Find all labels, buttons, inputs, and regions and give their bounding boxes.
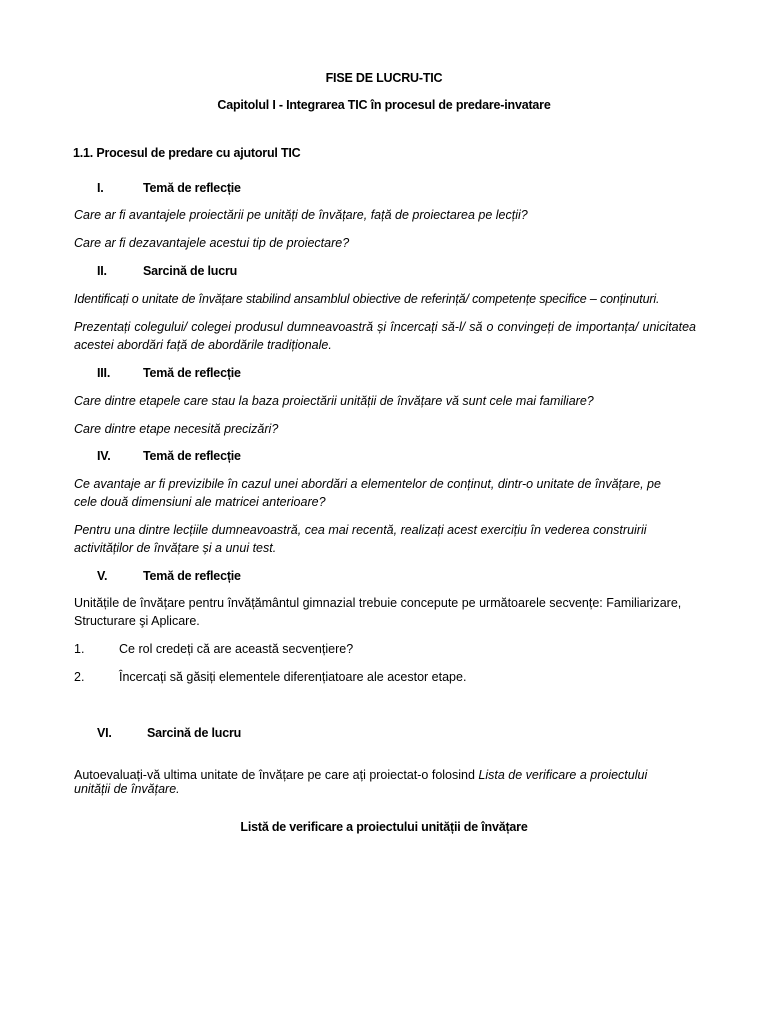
list-number: 1. [74,642,85,656]
body-text: Structurare şi Aplicare. [74,614,200,628]
checklist-heading: Listă de verificare a proiectului unității de învățare [240,820,528,834]
question-text: Care dintre etape necesită precizări? [74,422,279,436]
question-text: Care ar fi avantajele proiectării pe unități de învățare, față de proiectarea pe lecții? [74,208,528,222]
heading-number: V. [97,569,108,583]
section-heading: 1.1. Procesul de predare cu ajutorul TIC [73,146,301,160]
heading-number: III. [97,366,111,380]
heading-text: Sarcină de lucru [147,726,242,740]
question-text: Care dintre etapele care stau la baza proiectării unității de învățare vă sunt cele mai familiare? [74,394,594,408]
body-text-italic: unității de învățare. [74,782,180,796]
chapter-heading: Capitolul I - Integrarea TIC în procesul de predare-invatare [217,98,551,112]
heading-text: Temă de reflecție [143,181,241,195]
body-text-normal: Autoevaluați-vă ultima unitate de învățare pe care ați proiectat-o folosind [74,768,479,782]
body-text: Unitățile de învățare pentru învățământul gimnazial trebuie concepute pe următoarele secvențe: Familiarizare, [74,596,682,610]
heading-text: Temă de reflecție [143,569,241,583]
task-text: Prezentați colegului/ colegei produsul dumneavoastră și încercați să-l/ să o convingeți de importanța/ unicitatea acestei abordări față de abordările tradiționale. [74,320,696,352]
heading-number: IV. [97,449,111,463]
heading-number: I. [97,181,104,195]
question-text: Pentru una dintre lecțiile dumneavoastră, cea mai recentă, realizați acest exercițiu în vederea construirii [74,523,647,537]
task-text: Identificați o unitate de învățare stabilind ansamblul obiective de referință/ competențe specifice – conținuturi. [74,292,660,306]
list-item: Ce rol credeți că are această secvențiere? [119,642,354,656]
question-text: cele două dimensiuni ale matricei anterioare? [74,495,326,509]
question-text: Care ar fi dezavantajele acestui tip de proiectare? [74,236,350,250]
document-title: FISE DE LUCRU-TIC [325,71,443,85]
heading-text: Temă de reflecție [143,449,241,463]
heading-text: Sarcină de lucru [143,264,238,278]
body-text-italic: Lista de verificare a proiectului [478,768,648,782]
list-item: Încercați să găsiți elementele diferențiatoare ale acestor etape. [119,670,467,684]
heading-number: II. [97,264,107,278]
heading-number: VI. [97,726,112,740]
question-text: Ce avantaje ar fi previzibile în cazul unei abordări a elementelor de conținut, dintr-o unitate de învățare, pe [74,477,661,491]
question-text: activităților de învățare și a unui test. [74,541,277,555]
list-number: 2. [74,670,85,684]
heading-text: Temă de reflecție [143,366,241,380]
